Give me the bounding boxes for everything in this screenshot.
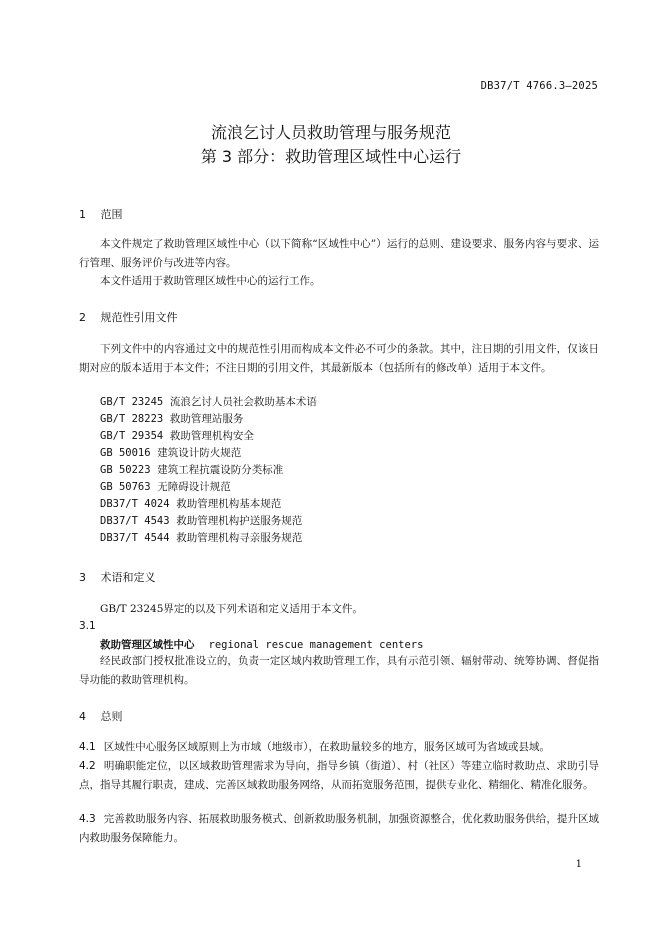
section-heading-general <box>79 708 123 724</box>
document-title-line1: 流浪乞讨人员救助管理与服务规范 <box>210 123 451 142</box>
section-title: 总则 <box>100 710 123 723</box>
term-definition: 经民政部门授权批准设立的，负责一定区域内救助管理工作，具有示范引领、辐射带动、统筹协调、督促指导功能的救助管理机构。 <box>79 655 599 686</box>
reference-item: GB 50016 建筑设计防火规范 <box>100 447 242 459</box>
section-number: 4 <box>79 710 86 723</box>
page-number: 1 <box>575 859 582 870</box>
reference-item: GB/T 29354 救助管理机构安全 <box>100 430 254 442</box>
general-item-4-2: 4.2 明确职能定位，以区域救助管理需求为导向，指导乡镇（街道）、村（社区）等建立临时救助点、求助引导点，指导其履行职责，建成、完善区域救助服务网络，从而拓宽服务范围，提供专业化、精细化、精准化服务。 <box>79 760 599 791</box>
section-heading-terms <box>79 569 156 585</box>
section-heading-normative-references <box>79 309 178 325</box>
reference-item: DB37/T 4544 救助管理机构寻亲服务规范 <box>100 532 303 544</box>
reference-item: DB37/T 4024 救助管理机构基本规范 <box>100 498 282 510</box>
section-title: 范围 <box>100 208 123 221</box>
term-chinese: 救助管理区域性中心 <box>100 639 195 651</box>
section-title: 规范性引用文件 <box>100 311 178 324</box>
clause-number: 3.1 <box>79 620 96 632</box>
references-intro: 下列文件中的内容通过文中的规范性引用而构成本文件必不可少的条款。其中，注日期的引用文件，仅该日期对应的版本适用于本文件；不注日期的引用文件，其最新版本（包括所有的修改单）适用于本文件。 <box>79 343 599 374</box>
reference-item: DB37/T 4543 救助管理机构护送服务规范 <box>100 515 303 527</box>
document-title-line2: 第 3 部分：救助管理区域性中心运行 <box>200 147 462 166</box>
document-code: DB37/T 4766.3—2025 <box>480 80 598 92</box>
scope-paragraph-2: 本文件适用于救助管理区域性中心的运行工作。 <box>100 275 321 287</box>
section-title: 术语和定义 <box>100 571 156 584</box>
section-number: 3 <box>79 571 86 584</box>
scope-paragraph-1: 本文件规定了救助管理区域性中心（以下简称“区域性中心”）运行的总则、建设要求、服务内容与要求、运行管理、服务评价与改进等内容。 <box>79 238 599 269</box>
general-item-4-3: 4.3 完善救助服务内容、拓展救助服务模式、创新救助服务机制，加强资源整合，优化救助服务供给，提升区域内救助服务保障能力。 <box>79 813 599 844</box>
section-heading-scope <box>79 206 123 222</box>
reference-item: GB/T 28223 救助管理站服务 <box>100 413 244 425</box>
term-entry <box>100 637 423 652</box>
reference-item: GB 50223 建筑工程抗震设防分类标准 <box>100 464 284 476</box>
term-english: regional rescue management centers <box>208 639 424 651</box>
reference-item: GB 50763 无障碍设计规范 <box>100 481 231 493</box>
general-item-4-1: 4.1 区域性中心服务区域原则上为市域（地级市），在救助量较多的地方，服务区域可为省域或县域。 <box>79 741 550 753</box>
section-number: 1 <box>79 208 86 221</box>
terms-intro: GB/T 23245界定的以及下列术语和定义适用于本文件。 <box>100 603 363 615</box>
section-number: 2 <box>79 311 86 324</box>
reference-item: GB/T 23245 流浪乞讨人员社会救助基本术语 <box>100 396 317 408</box>
